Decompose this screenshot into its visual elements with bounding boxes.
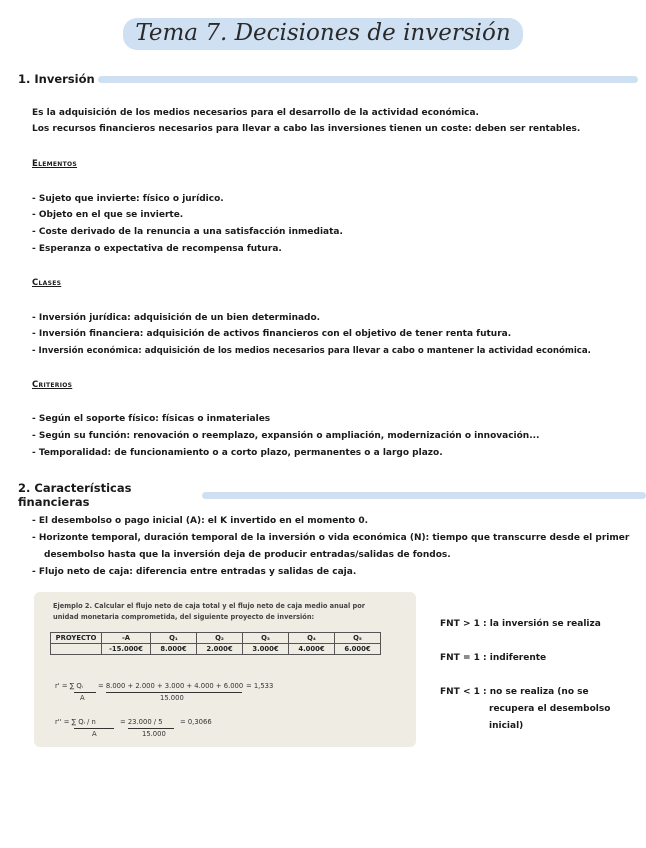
table-header-cell: Q₄ — [289, 633, 335, 644]
fnt-greater-note: FNT > 1 : la inversión se realiza — [440, 619, 601, 629]
caracteristicas-item: - Horizonte temporal, duración temporal de la inversión o vida económica (N): tiempo que transcurre desde el primer — [32, 533, 630, 543]
title-container — [0, 18, 646, 50]
section-1-highlight-bar — [98, 76, 638, 83]
formula-2-lhs-denominator: A — [92, 730, 97, 738]
section-2-heading: 2. Características financieras — [18, 481, 132, 509]
intro-line-1: Es la adquisición de los medios necesarios para el desarrollo de la actividad económica. — [32, 108, 479, 118]
fnt-less-note-line-3: inicial) — [489, 721, 524, 731]
caracteristicas-item: - Flujo neto de caja: diferencia entre entradas y salidas de caja. — [32, 567, 357, 577]
elementos-item: - Sujeto que invierte: físico o jurídico. — [32, 194, 224, 204]
intro-line-2: Los recursos financieros necesarios para llevar a cabo las inversiones tienen un coste: deben ser rentables. — [32, 124, 581, 134]
clases-heading: Clases — [32, 278, 62, 288]
formula-1-fraction-bar — [106, 692, 242, 693]
table-header-row — [51, 633, 381, 644]
formula-2-result: = 0,3066 — [180, 718, 212, 726]
section-2-heading-row — [18, 481, 646, 509]
table-header-cell: Q₅ — [335, 633, 381, 644]
formula-1-numerator: = 8.000 + 2.000 + 3.000 + 4.000 + 6.000 — [98, 682, 244, 690]
criterios-item: - Según su función: renovación o reemplazo, expansión o ampliación, modernización o innovación... — [32, 431, 540, 441]
fnt-equal-note: FNT = 1 : indiferente — [440, 653, 547, 663]
criterios-item: - Según el soporte físico: físicas o inmateriales — [32, 414, 271, 424]
formula-2-lhs: r'' = ∑ Qᵢ / n — [55, 718, 96, 726]
table-cell: -15.000€ — [102, 644, 151, 655]
formula-1-denominator: 15.000 — [160, 694, 184, 702]
table-header-cell: PROYECTO — [51, 633, 102, 644]
table-cell: 6.000€ — [335, 644, 381, 655]
table-header-cell: Q₂ — [197, 633, 243, 644]
table-cell — [51, 644, 102, 655]
caracteristicas-item: - El desembolso o pago inicial (A): el K invertido en el momento 0. — [32, 516, 369, 526]
clases-item: - Inversión jurídica: adquisición de un bien determinado. — [32, 313, 321, 323]
section-2-highlight-bar — [202, 492, 646, 499]
elementos-item: - Coste derivado de la renuncia a una satisfacción inmediata. — [32, 227, 343, 237]
table-cell: 2.000€ — [197, 644, 243, 655]
example-table — [50, 632, 381, 655]
elementos-item: - Esperanza o expectativa de recompensa futura. — [32, 244, 282, 254]
formula-2-fraction-bar — [128, 728, 174, 729]
formula-1-lhs: r' = ∑ Qᵢ — [55, 682, 83, 690]
table-cell: 8.000€ — [151, 644, 197, 655]
clases-item: - Inversión económica: adquisición de los medios necesarios para llevar a cabo o mantener la actividad económica. — [32, 346, 591, 356]
caracteristicas-item-continued: desembolso hasta que la inversión deja de producir entradas/salidas de fondos. — [44, 550, 451, 560]
fnt-less-note-line-2: recupera el desembolso — [489, 704, 611, 714]
table-cell: 4.000€ — [289, 644, 335, 655]
elementos-heading: Elementos — [32, 159, 78, 169]
example-text-line-2: unidad monetaria comprometida, del siguiente proyecto de inversión: — [53, 613, 315, 621]
clases-item: - Inversión financiera: adquisición de activos financieros con el objetivo de tener renta futura. — [32, 329, 512, 339]
elementos-item: - Objeto en el que se invierte. — [32, 210, 184, 220]
formula-1-lhs-denominator: A — [80, 694, 85, 702]
section-1-heading-row — [18, 72, 638, 86]
example-text-line-1: Ejemplo 2. Calcular el flujo neto de caja total y el flujo neto de caja medio anual por — [53, 602, 366, 610]
formula-2-numerator: = 23.000 / 5 — [120, 718, 163, 726]
table-header-cell: Q₃ — [243, 633, 289, 644]
table-header-cell: -A — [102, 633, 151, 644]
section-1-heading: 1. Inversión — [18, 72, 95, 86]
criterios-heading: Criterios — [32, 380, 73, 390]
fnt-less-note: FNT < 1 : no se realiza (no se — [440, 687, 589, 697]
table-row — [51, 644, 381, 655]
table-cell: 3.000€ — [243, 644, 289, 655]
criterios-item: - Temporalidad: de funcionamiento o a corto plazo, permanentes o a largo plazo. — [32, 448, 443, 458]
formula-2-lhs-fraction-bar — [74, 728, 114, 729]
formula-1-lhs-fraction-bar — [74, 692, 96, 693]
formula-1-result: = 1,533 — [246, 682, 274, 690]
page-title: Tema 7. Decisiones de inversión — [123, 18, 522, 50]
formula-2-denominator: 15.000 — [142, 730, 166, 738]
table-header-cell: Q₁ — [151, 633, 197, 644]
